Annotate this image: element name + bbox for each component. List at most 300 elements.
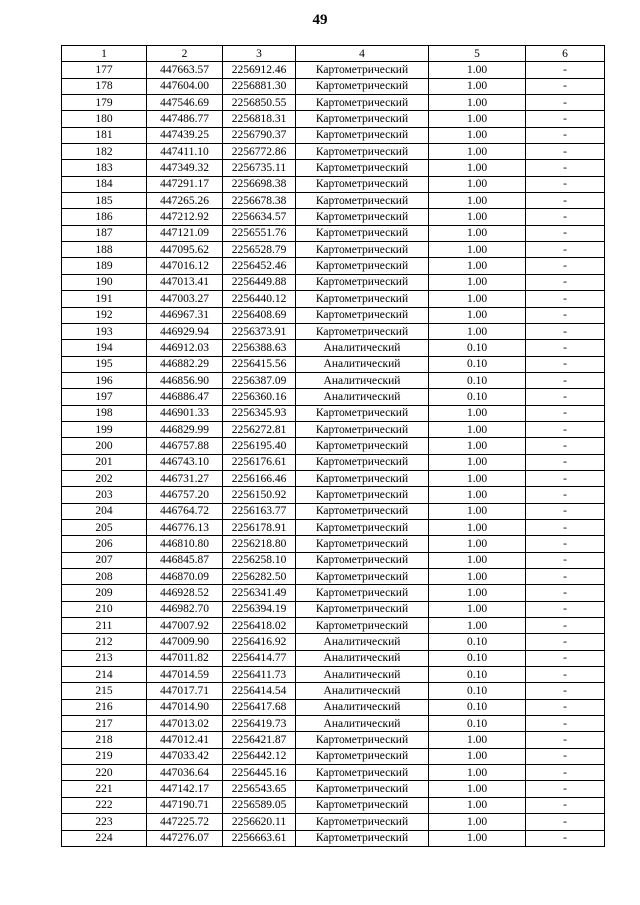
- table-cell: 191: [62, 291, 147, 307]
- table-cell: 2256272.81: [223, 421, 296, 437]
- table-cell: 447007.92: [147, 618, 223, 634]
- table-cell: Картометрический: [296, 160, 429, 176]
- table-cell: 447291.17: [147, 176, 223, 192]
- table-cell: 1.00: [429, 127, 526, 143]
- table-cell: 2256416.92: [223, 634, 296, 650]
- table-cell: 185: [62, 193, 147, 209]
- table-row: [62, 323, 605, 339]
- table-cell: 1.00: [429, 781, 526, 797]
- table-row: [62, 340, 605, 356]
- table-cell: 197: [62, 389, 147, 405]
- header-row: [62, 46, 605, 62]
- table-cell: 447033.42: [147, 748, 223, 764]
- table-cell: 207: [62, 552, 147, 568]
- table-cell: 0.10: [429, 683, 526, 699]
- table-cell: -: [526, 830, 605, 846]
- table-cell: Картометрический: [296, 618, 429, 634]
- table-row: [62, 454, 605, 470]
- table-cell: -: [526, 781, 605, 797]
- table-cell: 198: [62, 405, 147, 421]
- table-cell: 213: [62, 650, 147, 666]
- table-row: [62, 667, 605, 683]
- table-row: [62, 193, 605, 209]
- table-cell: 221: [62, 781, 147, 797]
- table-cell: 210: [62, 601, 147, 617]
- table-cell: -: [526, 274, 605, 290]
- table-cell: 446829.99: [147, 421, 223, 437]
- table-cell: 447121.09: [147, 225, 223, 241]
- table-cell: -: [526, 323, 605, 339]
- table-cell: -: [526, 95, 605, 111]
- table-cell: Картометрический: [296, 111, 429, 127]
- table-cell: Аналитический: [296, 340, 429, 356]
- table-cell: 447439.25: [147, 127, 223, 143]
- table-cell: 1.00: [429, 78, 526, 94]
- table-cell: 1.00: [429, 144, 526, 160]
- table-cell: 0.10: [429, 389, 526, 405]
- table-cell: 447016.12: [147, 258, 223, 274]
- table-cell: 2256195.40: [223, 438, 296, 454]
- table-cell: 180: [62, 111, 147, 127]
- table-cell: 1.00: [429, 323, 526, 339]
- table-cell: 1.00: [429, 193, 526, 209]
- table-cell: 1.00: [429, 830, 526, 846]
- table-cell: Картометрический: [296, 569, 429, 585]
- table-row: [62, 62, 605, 78]
- table-cell: 446929.94: [147, 323, 223, 339]
- table-cell: 199: [62, 421, 147, 437]
- table-cell: Аналитический: [296, 389, 429, 405]
- table-cell: 447349.32: [147, 160, 223, 176]
- table-cell: -: [526, 160, 605, 176]
- table-cell: 208: [62, 569, 147, 585]
- table-cell: 2256620.11: [223, 814, 296, 830]
- table-cell: 1.00: [429, 291, 526, 307]
- table-cell: Картометрический: [296, 732, 429, 748]
- table-cell: Картометрический: [296, 519, 429, 535]
- table-cell: 1.00: [429, 732, 526, 748]
- header-cell: 2: [147, 46, 223, 62]
- table-cell: 1.00: [429, 405, 526, 421]
- table-cell: 1.00: [429, 62, 526, 78]
- table-cell: 446776.13: [147, 519, 223, 535]
- table-cell: 178: [62, 78, 147, 94]
- table-cell: Картометрический: [296, 438, 429, 454]
- table-row: [62, 601, 605, 617]
- table-cell: 1.00: [429, 797, 526, 813]
- table-cell: -: [526, 193, 605, 209]
- table-cell: 447486.77: [147, 111, 223, 127]
- table-cell: 447190.71: [147, 797, 223, 813]
- table-cell: -: [526, 372, 605, 388]
- table-cell: 447225.72: [147, 814, 223, 830]
- table-row: [62, 242, 605, 258]
- table-cell: Картометрический: [296, 95, 429, 111]
- table-cell: 447036.64: [147, 765, 223, 781]
- table-cell: 2256634.57: [223, 209, 296, 225]
- table-row: [62, 716, 605, 732]
- header-cell: 6: [526, 46, 605, 62]
- table-cell: 1.00: [429, 421, 526, 437]
- table-cell: 1.00: [429, 536, 526, 552]
- table-cell: 446845.87: [147, 552, 223, 568]
- table-cell: 192: [62, 307, 147, 323]
- table-cell: -: [526, 765, 605, 781]
- table-cell: Аналитический: [296, 356, 429, 372]
- table-cell: Картометрический: [296, 487, 429, 503]
- table-cell: 1.00: [429, 814, 526, 830]
- table-cell: 2256421.87: [223, 732, 296, 748]
- table-row: [62, 650, 605, 666]
- table-cell: 2256772.86: [223, 144, 296, 160]
- table-row: [62, 536, 605, 552]
- table-cell: -: [526, 569, 605, 585]
- table-cell: 2256790.37: [223, 127, 296, 143]
- table-cell: 0.10: [429, 372, 526, 388]
- table-cell: 224: [62, 830, 147, 846]
- table-cell: 2256150.92: [223, 487, 296, 503]
- table-cell: 2256408.69: [223, 307, 296, 323]
- table-cell: -: [526, 716, 605, 732]
- table-cell: 201: [62, 454, 147, 470]
- table-row: [62, 389, 605, 405]
- header-cell: 3: [223, 46, 296, 62]
- table-cell: 200: [62, 438, 147, 454]
- coordinates-table: [61, 45, 605, 847]
- table-cell: Аналитический: [296, 667, 429, 683]
- table-cell: -: [526, 438, 605, 454]
- table-cell: 447142.17: [147, 781, 223, 797]
- table-cell: -: [526, 225, 605, 241]
- table-cell: -: [526, 389, 605, 405]
- table-cell: 212: [62, 634, 147, 650]
- table-row: [62, 144, 605, 160]
- table-cell: 447013.02: [147, 716, 223, 732]
- table-cell: 447012.41: [147, 732, 223, 748]
- table-cell: 1.00: [429, 470, 526, 486]
- table-cell: 446757.88: [147, 438, 223, 454]
- table-cell: -: [526, 291, 605, 307]
- table-cell: 447411.10: [147, 144, 223, 160]
- table-cell: 223: [62, 814, 147, 830]
- table-row: [62, 307, 605, 323]
- table-row: [62, 618, 605, 634]
- table-cell: -: [526, 797, 605, 813]
- table-row: [62, 225, 605, 241]
- table-cell: 2256258.10: [223, 552, 296, 568]
- table-cell: Картометрический: [296, 323, 429, 339]
- table-cell: 2256698.38: [223, 176, 296, 192]
- table-cell: 2256445.16: [223, 765, 296, 781]
- table-cell: -: [526, 78, 605, 94]
- table-cell: 2256176.61: [223, 454, 296, 470]
- table-row: [62, 127, 605, 143]
- table-row: [62, 209, 605, 225]
- table-cell: Картометрический: [296, 225, 429, 241]
- table-cell: Картометрический: [296, 291, 429, 307]
- table-cell: 181: [62, 127, 147, 143]
- table-cell: 182: [62, 144, 147, 160]
- table-cell: 1.00: [429, 176, 526, 192]
- table-row: [62, 95, 605, 111]
- table-cell: 216: [62, 699, 147, 715]
- table-cell: 2256850.55: [223, 95, 296, 111]
- table-cell: 446731.27: [147, 470, 223, 486]
- table-cell: 1.00: [429, 601, 526, 617]
- table-row: [62, 797, 605, 813]
- table-cell: 2256415.56: [223, 356, 296, 372]
- table-cell: 203: [62, 487, 147, 503]
- table-row: [62, 160, 605, 176]
- table-cell: 2256388.63: [223, 340, 296, 356]
- table-cell: Картометрический: [296, 797, 429, 813]
- table-cell: -: [526, 144, 605, 160]
- table-cell: Картометрический: [296, 144, 429, 160]
- table-cell: 447014.90: [147, 699, 223, 715]
- table-cell: 204: [62, 503, 147, 519]
- table-cell: 0.10: [429, 650, 526, 666]
- table-cell: -: [526, 421, 605, 437]
- table-cell: 194: [62, 340, 147, 356]
- table-cell: 186: [62, 209, 147, 225]
- table-cell: 2256218.80: [223, 536, 296, 552]
- table-cell: 2256678.38: [223, 193, 296, 209]
- table-cell: 2256528.79: [223, 242, 296, 258]
- table-cell: 2256387.09: [223, 372, 296, 388]
- table-cell: 1.00: [429, 503, 526, 519]
- table-cell: 446928.52: [147, 585, 223, 601]
- table-cell: 184: [62, 176, 147, 192]
- table-cell: 2256589.05: [223, 797, 296, 813]
- page-number: 49: [312, 12, 328, 28]
- table-cell: 2256373.91: [223, 323, 296, 339]
- table-cell: 1.00: [429, 225, 526, 241]
- table-row: [62, 503, 605, 519]
- table-cell: 446856.90: [147, 372, 223, 388]
- table-cell: Картометрический: [296, 765, 429, 781]
- table-cell: 2256341.49: [223, 585, 296, 601]
- table-cell: 1.00: [429, 242, 526, 258]
- table-cell: 190: [62, 274, 147, 290]
- table-cell: 1.00: [429, 519, 526, 535]
- table-cell: 447011.82: [147, 650, 223, 666]
- table-row: [62, 765, 605, 781]
- table-cell: 1.00: [429, 618, 526, 634]
- table-cell: -: [526, 405, 605, 421]
- table-cell: Картометрический: [296, 274, 429, 290]
- table-cell: 217: [62, 716, 147, 732]
- table-row: [62, 356, 605, 372]
- table-cell: 447604.00: [147, 78, 223, 94]
- table-cell: 446912.03: [147, 340, 223, 356]
- table-cell: 446870.09: [147, 569, 223, 585]
- table-cell: -: [526, 683, 605, 699]
- table-cell: Картометрический: [296, 552, 429, 568]
- table-cell: 447013.41: [147, 274, 223, 290]
- table-cell: 447017.71: [147, 683, 223, 699]
- table-cell: Картометрический: [296, 601, 429, 617]
- table-cell: -: [526, 454, 605, 470]
- table-row: [62, 781, 605, 797]
- table-cell: Аналитический: [296, 699, 429, 715]
- table-cell: Картометрический: [296, 62, 429, 78]
- table-cell: 2256452.46: [223, 258, 296, 274]
- table-cell: 209: [62, 585, 147, 601]
- table-cell: 2256163.77: [223, 503, 296, 519]
- table-cell: Картометрический: [296, 405, 429, 421]
- header-cell: 5: [429, 46, 526, 62]
- table-cell: 222: [62, 797, 147, 813]
- table-cell: -: [526, 732, 605, 748]
- table-cell: -: [526, 470, 605, 486]
- table-cell: -: [526, 503, 605, 519]
- table-cell: Картометрический: [296, 242, 429, 258]
- table-cell: 2256360.16: [223, 389, 296, 405]
- table-cell: -: [526, 814, 605, 830]
- table-cell: 1.00: [429, 748, 526, 764]
- table-cell: 447095.62: [147, 242, 223, 258]
- table-cell: 447212.92: [147, 209, 223, 225]
- table-cell: Картометрический: [296, 503, 429, 519]
- table-row: [62, 372, 605, 388]
- table-cell: Аналитический: [296, 716, 429, 732]
- table-cell: 2256543.65: [223, 781, 296, 797]
- table-row: [62, 683, 605, 699]
- table-cell: -: [526, 340, 605, 356]
- table-cell: 1.00: [429, 95, 526, 111]
- table-cell: -: [526, 242, 605, 258]
- table-cell: 2256418.02: [223, 618, 296, 634]
- table-cell: 1.00: [429, 258, 526, 274]
- table-cell: -: [526, 618, 605, 634]
- table-cell: Картометрический: [296, 78, 429, 94]
- table-cell: 446757.20: [147, 487, 223, 503]
- table-cell: 2256411.73: [223, 667, 296, 683]
- table-cell: Картометрический: [296, 421, 429, 437]
- table-row: [62, 291, 605, 307]
- table-row: [62, 519, 605, 535]
- table-row: [62, 569, 605, 585]
- table-cell: 446810.80: [147, 536, 223, 552]
- table-cell: 2256414.77: [223, 650, 296, 666]
- table-cell: Аналитический: [296, 372, 429, 388]
- table-cell: Аналитический: [296, 634, 429, 650]
- table-cell: 218: [62, 732, 147, 748]
- table-cell: -: [526, 62, 605, 78]
- table-cell: 447546.69: [147, 95, 223, 111]
- table-cell: 202: [62, 470, 147, 486]
- header-cell: 1: [62, 46, 147, 62]
- table-cell: 447663.57: [147, 62, 223, 78]
- table-row: [62, 274, 605, 290]
- table-cell: -: [526, 209, 605, 225]
- table-row: [62, 438, 605, 454]
- table-body: [62, 62, 605, 847]
- table-cell: -: [526, 111, 605, 127]
- table-row: [62, 176, 605, 192]
- table-row: [62, 830, 605, 846]
- table-cell: 1.00: [429, 552, 526, 568]
- table-cell: 447014.59: [147, 667, 223, 683]
- table-cell: 1.00: [429, 487, 526, 503]
- table-cell: 1.00: [429, 765, 526, 781]
- table-cell: 177: [62, 62, 147, 78]
- table-cell: -: [526, 258, 605, 274]
- table-cell: 2256442.12: [223, 748, 296, 764]
- table-cell: -: [526, 519, 605, 535]
- table-cell: Картометрический: [296, 585, 429, 601]
- table-cell: 220: [62, 765, 147, 781]
- table-cell: 211: [62, 618, 147, 634]
- table-cell: 2256414.54: [223, 683, 296, 699]
- table-cell: Аналитический: [296, 650, 429, 666]
- table-cell: 2256449.88: [223, 274, 296, 290]
- table-cell: -: [526, 536, 605, 552]
- table-cell: Картометрический: [296, 258, 429, 274]
- table-cell: -: [526, 601, 605, 617]
- table-cell: 1.00: [429, 111, 526, 127]
- table-cell: 205: [62, 519, 147, 535]
- table-cell: 219: [62, 748, 147, 764]
- table-row: [62, 634, 605, 650]
- table-cell: -: [526, 307, 605, 323]
- table-cell: 1.00: [429, 569, 526, 585]
- table-cell: Картометрический: [296, 307, 429, 323]
- table-cell: 193: [62, 323, 147, 339]
- table-cell: 1.00: [429, 307, 526, 323]
- table-cell: 2256394.19: [223, 601, 296, 617]
- table-cell: 2256735.11: [223, 160, 296, 176]
- table-cell: 187: [62, 225, 147, 241]
- table-cell: Картометрический: [296, 454, 429, 470]
- table-cell: 0.10: [429, 356, 526, 372]
- table-row: [62, 470, 605, 486]
- table-cell: 2256282.50: [223, 569, 296, 585]
- table-cell: Картометрический: [296, 209, 429, 225]
- table-cell: 446886.47: [147, 389, 223, 405]
- table-cell: 195: [62, 356, 147, 372]
- table-cell: Картометрический: [296, 830, 429, 846]
- table-row: [62, 258, 605, 274]
- table-cell: 2256881.30: [223, 78, 296, 94]
- table-cell: Картометрический: [296, 176, 429, 192]
- table-cell: 0.10: [429, 340, 526, 356]
- table-cell: -: [526, 667, 605, 683]
- table-row: [62, 748, 605, 764]
- table-cell: 1.00: [429, 438, 526, 454]
- table-cell: Аналитический: [296, 683, 429, 699]
- table-cell: 2256419.73: [223, 716, 296, 732]
- table-row: [62, 699, 605, 715]
- table-cell: 0.10: [429, 667, 526, 683]
- table-cell: Картометрический: [296, 470, 429, 486]
- table-cell: 2256663.61: [223, 830, 296, 846]
- table-cell: 183: [62, 160, 147, 176]
- table-cell: 2256440.12: [223, 291, 296, 307]
- table-cell: -: [526, 634, 605, 650]
- table-cell: -: [526, 650, 605, 666]
- table-cell: -: [526, 487, 605, 503]
- table-cell: 189: [62, 258, 147, 274]
- table-cell: 2256178.91: [223, 519, 296, 535]
- table-cell: -: [526, 127, 605, 143]
- table-cell: 0.10: [429, 699, 526, 715]
- table-cell: 447276.07: [147, 830, 223, 846]
- table-cell: -: [526, 552, 605, 568]
- table-cell: 1.00: [429, 209, 526, 225]
- table-cell: -: [526, 748, 605, 764]
- table-cell: 446743.10: [147, 454, 223, 470]
